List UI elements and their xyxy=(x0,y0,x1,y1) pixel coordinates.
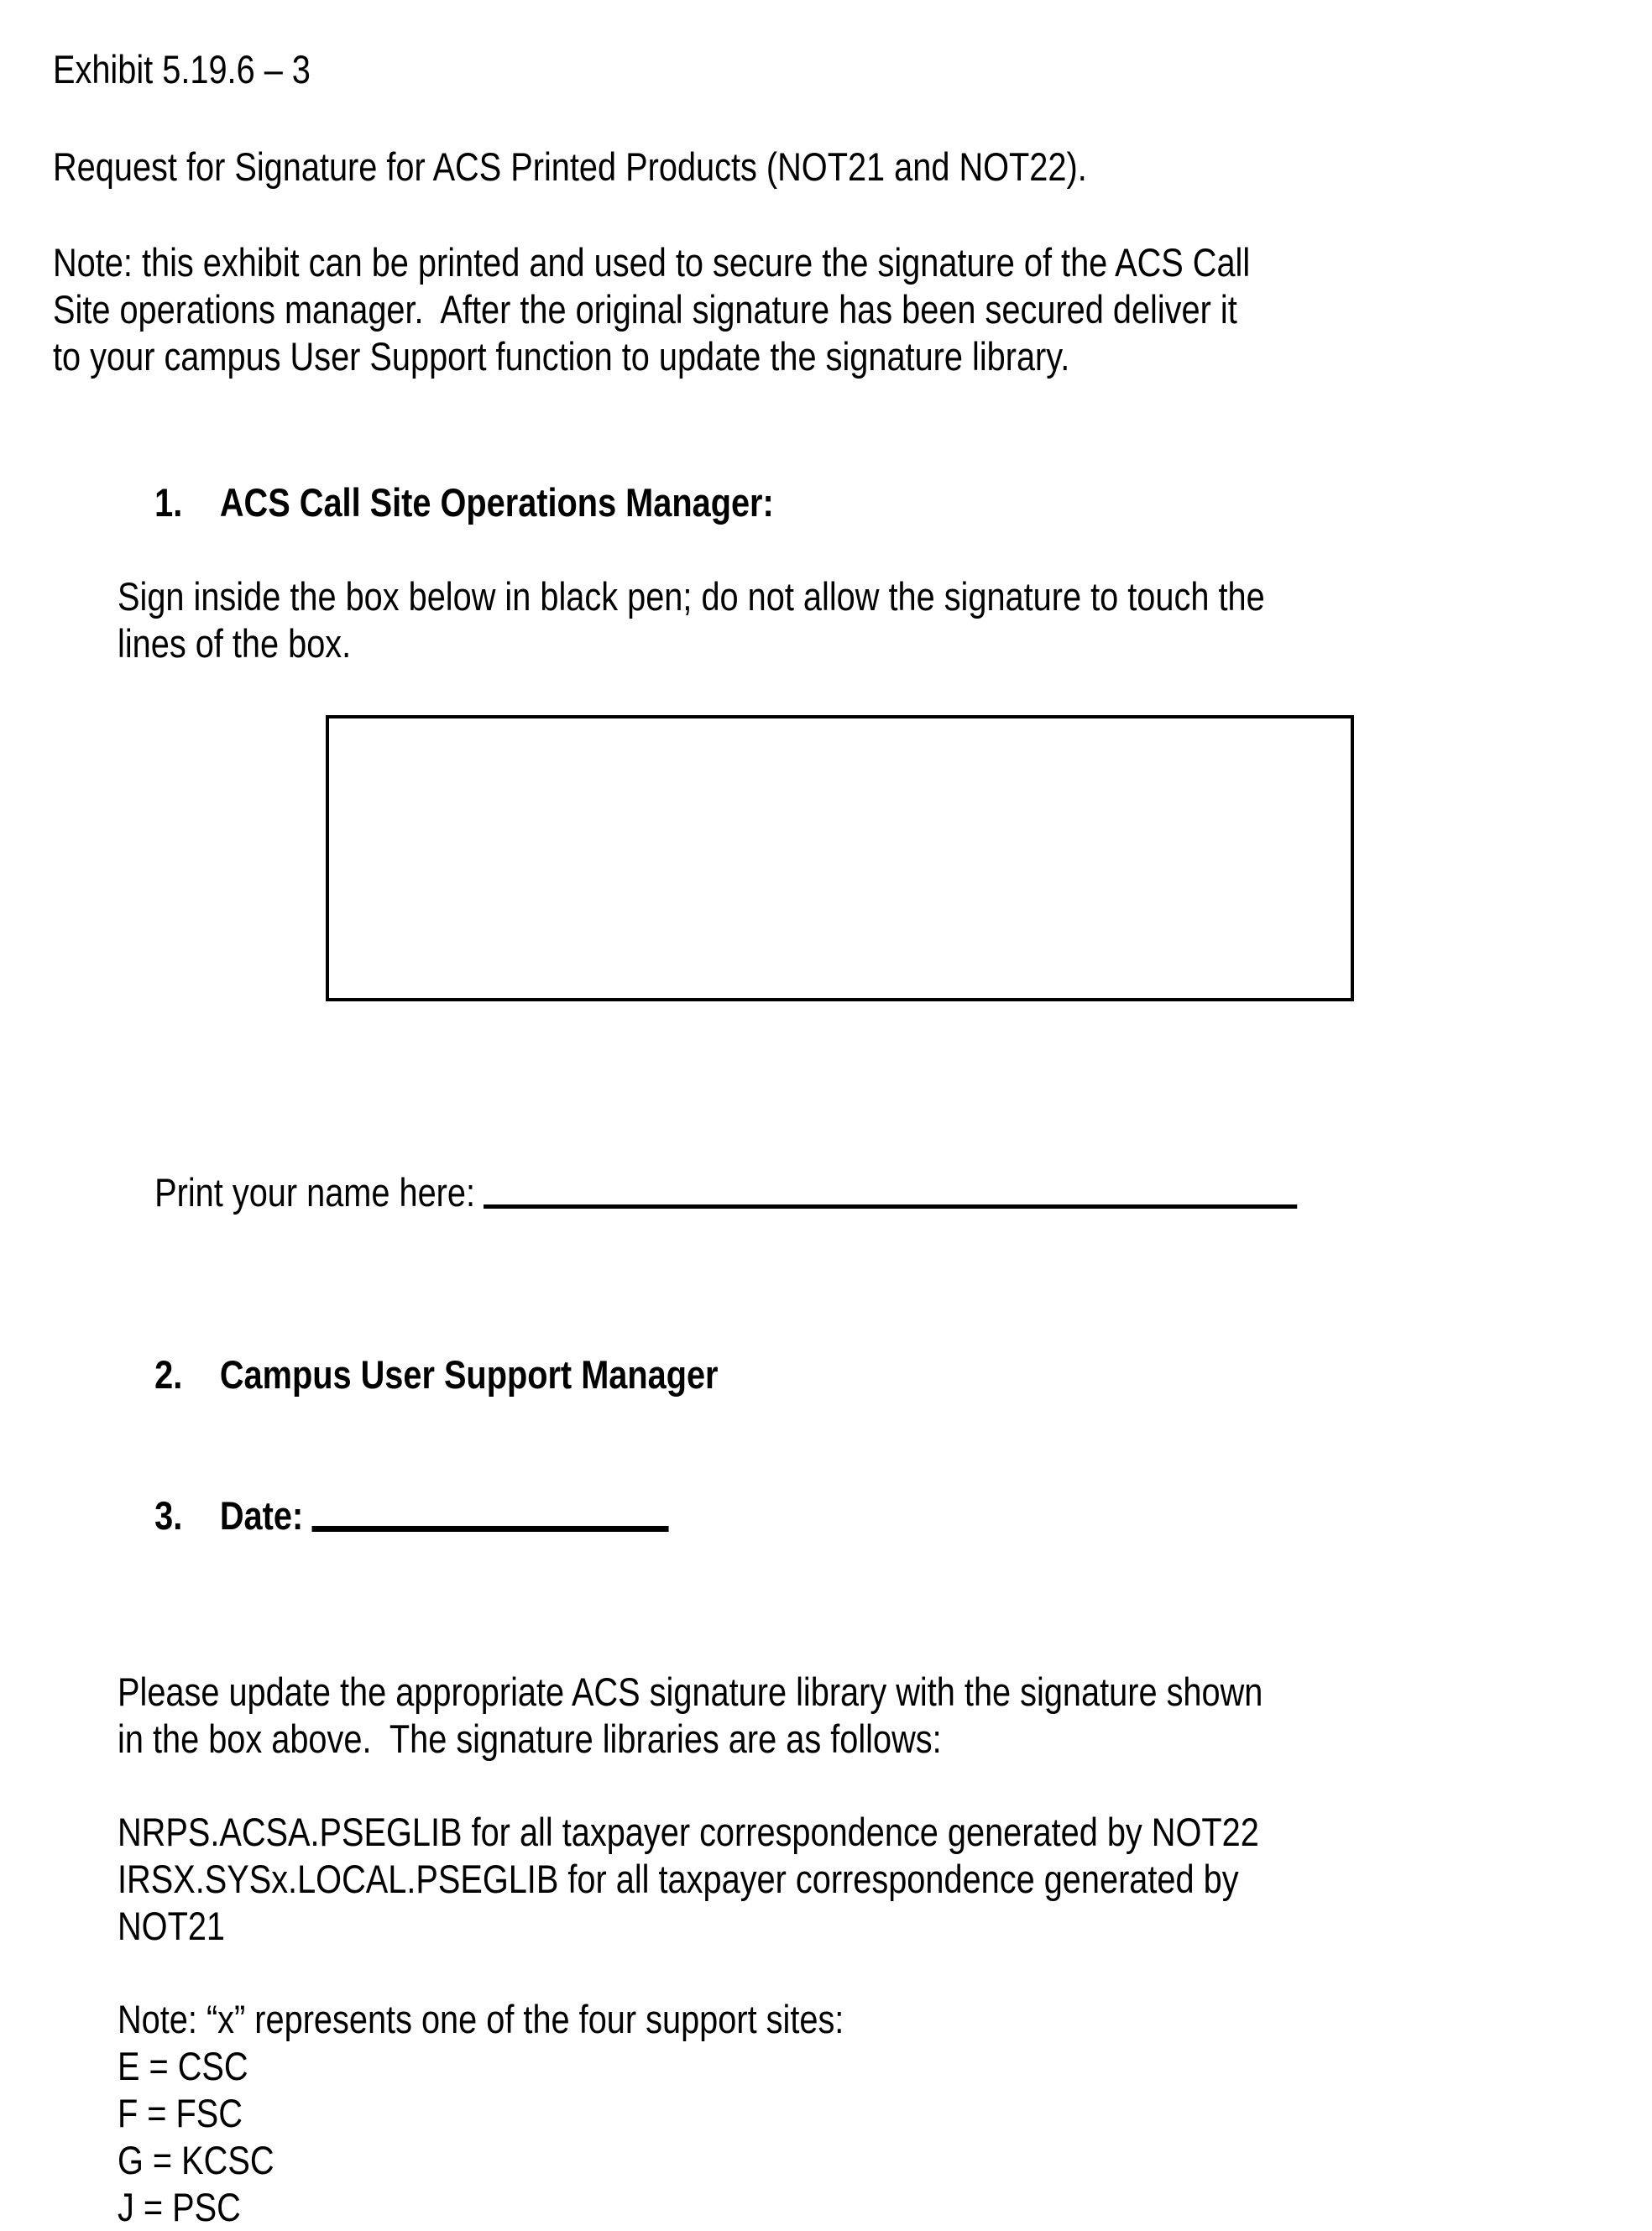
sign-instruction-line: Sign inside the box below in black pen; do not allow the signature to touch the xyxy=(118,574,1265,619)
sign-instructions xyxy=(53,573,1652,667)
support-site-item: G = KCSC xyxy=(118,2138,274,2182)
library-line: IRSX.SYSx.LOCAL.PSEGLIB for all taxpayer correspondence generated by xyxy=(118,1857,1239,1901)
support-site-item: F = FSC xyxy=(118,2091,243,2135)
signature-library-list xyxy=(53,1809,1652,1950)
date-blank-line[interactable] xyxy=(311,1526,668,1532)
update-instruction-line: in the box above. The signature libraries are as follows: xyxy=(118,1716,942,1761)
section-2-heading-text: Campus User Support Manager xyxy=(219,1352,719,1397)
intro-note-line: Note: this exhibit can be printed and used to secure the signature of the ACS Call xyxy=(53,240,1251,285)
intro-note-line: Site operations manager. After the original signature has been secured deliver it xyxy=(53,287,1237,332)
sign-instruction-line: lines of the box. xyxy=(118,621,352,666)
intro-note-line: to your campus User Support function to update the signature library. xyxy=(53,334,1070,379)
update-instruction-line: Please update the appropriate ACS signature library with the signature shown xyxy=(118,1669,1263,1714)
document-title: Request for Signature for ACS Printed Products (NOT21 and NOT22). xyxy=(53,144,1087,189)
section-3-heading-text: Date: xyxy=(219,1493,304,1538)
support-sites-note: Note: “x” represents one of the four support sites: xyxy=(118,1997,844,2041)
intro-note xyxy=(53,239,1652,380)
exhibit-title: Exhibit 5.19.6 – 3 xyxy=(53,47,311,91)
support-sites-list xyxy=(53,2043,1652,2231)
support-site-item: E = CSC xyxy=(118,2044,248,2088)
section-2-number: 2. xyxy=(154,1352,183,1397)
document-page xyxy=(53,46,1652,2231)
support-site-item: J = PSC xyxy=(118,2185,241,2229)
section-2-heading xyxy=(118,1304,1414,1445)
print-name-label: Print your name here: xyxy=(154,1170,476,1215)
print-name-blank-line[interactable] xyxy=(484,1204,1297,1209)
section-1-heading xyxy=(118,432,1414,573)
section-1-heading-text: ACS Call Site Operations Manager: xyxy=(219,480,774,525)
section-3-heading xyxy=(118,1445,1414,1586)
library-line: NOT21 xyxy=(118,1904,226,1948)
section-1-number: 1. xyxy=(154,480,183,525)
print-name-row xyxy=(118,1122,1414,1263)
update-instructions xyxy=(53,1669,1652,1763)
signature-box[interactable] xyxy=(326,715,1354,1001)
section-3-number: 3. xyxy=(154,1493,183,1538)
library-line: NRPS.ACSA.PSEGLIB for all taxpayer correspondence generated by NOT22 xyxy=(118,1810,1259,1854)
